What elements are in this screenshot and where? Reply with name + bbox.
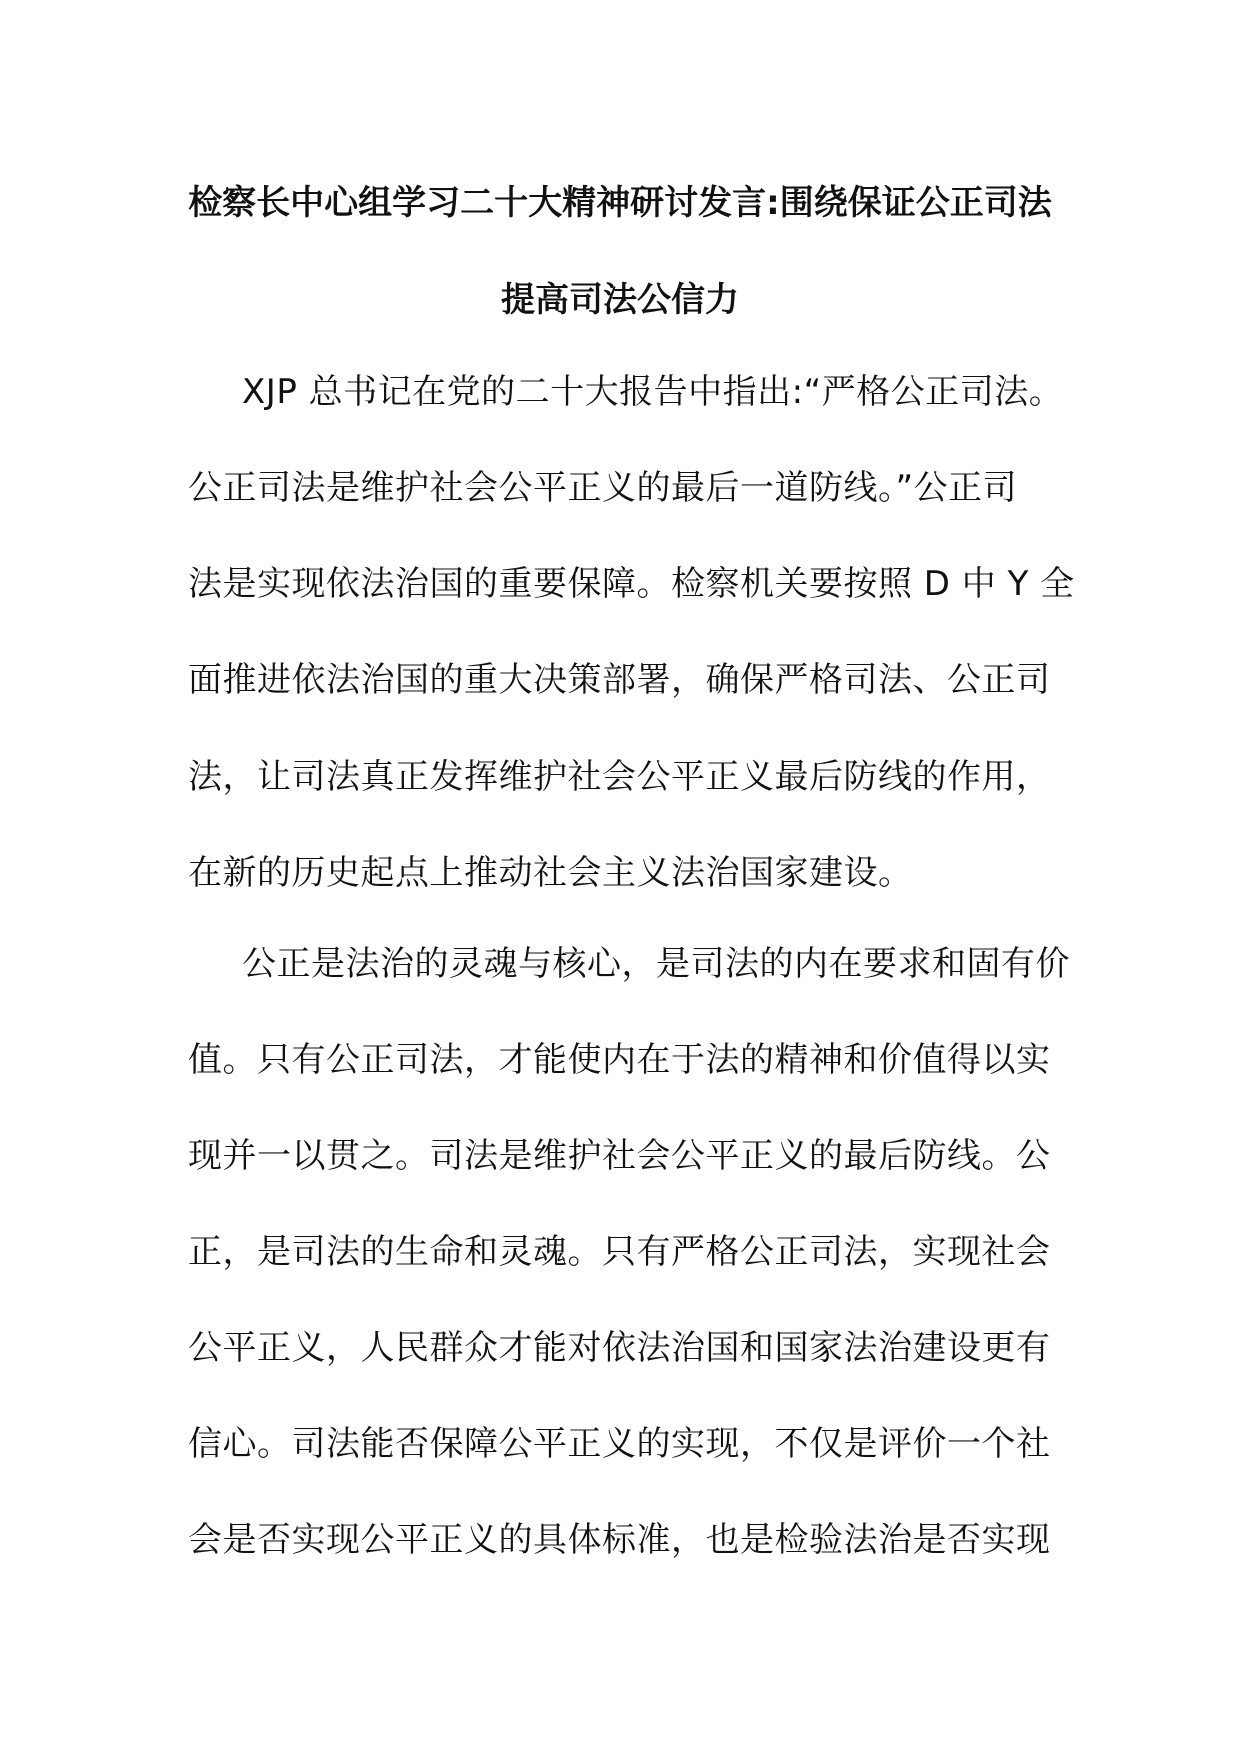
paragraph-1-line-5: 法，让司法真正发挥维护社会公平正义最后防线的作用， <box>188 757 1051 797</box>
paragraph-2-line-2: 值。只有公正司法，才能使内在于法的精神和价值得以实 <box>188 1040 1051 1080</box>
paragraph-2-line-7: 会是否实现公平正义的具体标准，也是检验法治是否实现 <box>188 1520 1051 1560</box>
paragraph-2-line-4: 正，是司法的生命和灵魂。只有严格公正司法，实现社会 <box>188 1232 1051 1272</box>
paragraph-2-line-1: 公正是法治的灵魂与核心，是司法的内在要求和固有价 <box>242 944 1070 984</box>
paragraph-2-line-6: 信心。司法能否保障公平正义的实现，不仅是评价一个社 <box>188 1424 1051 1464</box>
document-title-line-1: 检察长中心组学习二十大精神研讨发言:围绕保证公正司法 <box>188 183 1052 223</box>
paragraph-2-line-5: 公平正义，人民群众才能对依法治国和国家法治建设更有 <box>188 1328 1051 1368</box>
paragraph-1-line-1: XJP 总书记在党的二十大报告中指出:“严格公正司法。 <box>242 372 1064 412</box>
paragraph-1-line-3: 法是实现依法治国的重要保障。检察机关要按照 D 中 Y 全 <box>188 564 1075 604</box>
paragraph-2-line-3: 现并一以贯之。司法是维护社会公平正义的最后防线。公 <box>188 1136 1051 1176</box>
paragraph-1-line-4: 面推进依法治国的重大决策部署，确保严格司法、公正司 <box>188 660 1051 700</box>
paragraph-1-line-6: 在新的历史起点上推动社会主义法治国家建设。 <box>188 853 913 893</box>
paragraph-1-line-2: 公正司法是维护社会公平正义的最后一道防线。”公正司 <box>188 468 1018 508</box>
document-title-line-2: 提高司法公信力 <box>501 280 739 320</box>
